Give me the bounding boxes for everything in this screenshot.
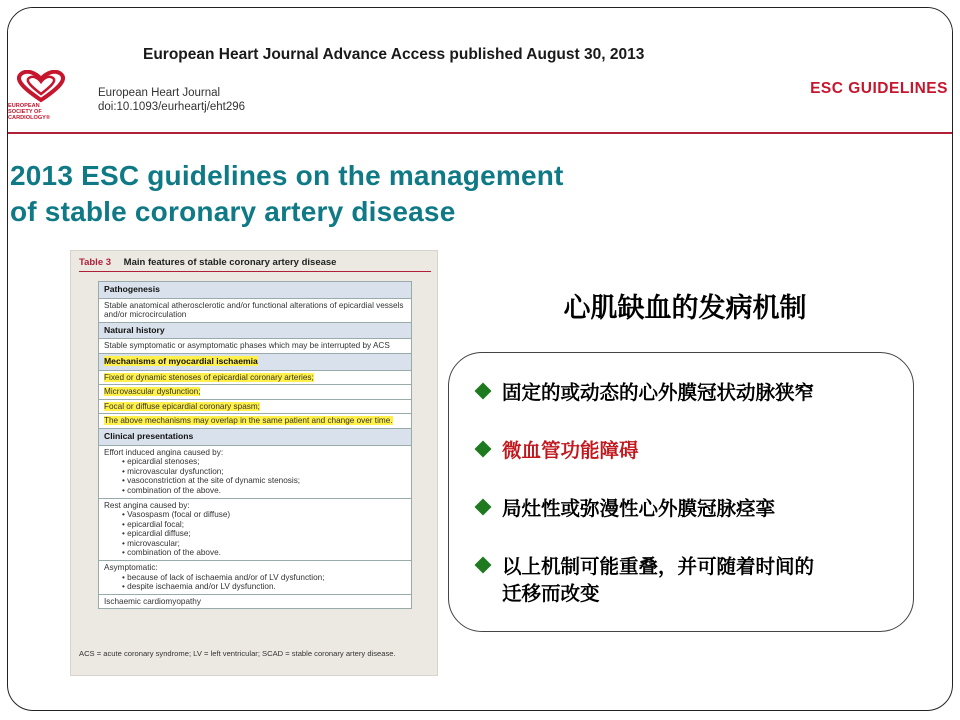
table-list-item: • Vasospasm (focal or diffuse): [122, 510, 231, 520]
bullet-text-2: 微血管功能障碍: [502, 439, 639, 462]
table-cell-text: The above mechanisms may overlap in the same patient and change over time.: [104, 416, 393, 426]
logo-line-2: SOCIETY OF: [8, 109, 42, 116]
table-section-header-text: Clinical presentations: [104, 430, 194, 441]
table-section-header-text: Mechanisms of myocardial ischaemia: [104, 355, 258, 366]
table-cell-text: Rest angina caused by:: [104, 500, 190, 510]
paper-title-line-1: 2013 ESC guidelines on the management: [10, 160, 564, 191]
table-row: [99, 339, 411, 354]
table-section-header: [99, 323, 411, 340]
logo-line-3: CARDIOLOGY®: [8, 115, 51, 122]
table-caption: [79, 257, 431, 272]
journal-name: European Heart Journal: [98, 87, 221, 99]
table-list-item: • because of lack of ischaemia and/or of LV dysfunction;: [122, 572, 325, 582]
table-list-item: • microvascular dysfunction;: [122, 466, 224, 476]
table-cell-text: Focal or diffuse epicardial coronary spasm;: [104, 401, 260, 411]
slide-heading: 心肌缺血的发病机制: [563, 293, 807, 324]
table-list-item: • vasoconstriction at the site of dynamic stenosis;: [122, 476, 301, 486]
diamond-bullet-icon: [475, 557, 492, 574]
table-list-item: • combination of the above.: [122, 548, 221, 558]
bullet-item-1: [477, 379, 814, 406]
table-cell-text: Stable symptomatic or asymptomatic phases which may be interrupted by ACS: [104, 341, 390, 351]
table-row-highlighted: [99, 414, 411, 429]
paper-title-line-2: of stable coronary artery disease: [10, 196, 456, 227]
table-section-header: [99, 282, 411, 299]
table-list-item: • combination of the above.: [122, 485, 221, 495]
diamond-bullet-icon: [475, 441, 492, 458]
section-label: ESC GUIDELINES: [810, 80, 948, 97]
diamond-bullet-icon: [475, 383, 492, 400]
esc-logo-text: [8, 103, 74, 122]
table-cell-text: Asymptomatic:: [104, 563, 158, 573]
table-section-header-text: Natural history: [104, 324, 165, 335]
table-row: [99, 561, 411, 595]
bullet-item-3: [477, 495, 775, 522]
table-row-highlighted: [99, 371, 411, 386]
table-list-item: • epicardial focal;: [122, 519, 185, 529]
table-number: Table 3: [79, 257, 112, 268]
table-list-item: • microvascular;: [122, 538, 180, 548]
table-cell-text: Ischaemic cardiomyopathy: [104, 596, 201, 606]
bullet-text-4: 以上机制可能重叠，并可随着时间的: [502, 555, 815, 578]
table-caption-text: Main features of stable coronary artery disease: [123, 257, 337, 268]
table-body: [98, 281, 412, 609]
bullet-text-4-cont: 迁移而改变: [502, 582, 600, 605]
table-cell-text: Microvascular dysfunction;: [104, 387, 201, 397]
bullet-text-3: 局灶性或弥漫性心外膜冠脉痉挛: [502, 497, 776, 520]
table-row: [99, 595, 411, 609]
table-row: [99, 299, 411, 323]
table-image: [70, 250, 438, 676]
bullet-text-1: 固定的或动态的心外膜冠状动脉狭窄: [502, 381, 815, 404]
journal-doi: doi:10.1093/eurheartj/eht296: [98, 101, 246, 113]
table-section-header: [99, 429, 411, 446]
table-list-item: • despite ischaemia and/or LV dysfunction.: [122, 582, 276, 592]
table-footnote: ACS = acute coronary syndrome; LV = left ventricular; SCAD = stable coronary artery disease.: [79, 649, 396, 658]
table-list-item: • epicardial stenoses;: [122, 457, 200, 467]
table-cell-text: Effort induced angina caused by:: [104, 447, 224, 457]
esc-heart-logo-icon: [8, 70, 74, 134]
table-row: [99, 499, 411, 562]
header-divider: [8, 132, 952, 134]
bullet-item-2: [477, 437, 639, 464]
diamond-bullet-icon: [475, 499, 492, 516]
table-cell-text: Stable anatomical atherosclerotic and/or functional alterations of epicardial vessels and/or microcirculation: [104, 300, 404, 320]
table-row: [99, 446, 411, 499]
table-section-header: [99, 354, 411, 371]
table-row-highlighted: [99, 400, 411, 415]
table-list-item: • epicardial diffuse;: [122, 529, 191, 539]
table-row-highlighted: [99, 385, 411, 400]
bullet-box: [448, 352, 914, 632]
logo-line-1: EUROPEAN: [8, 103, 40, 109]
table-section-header-text: Pathogenesis: [104, 284, 160, 294]
bullet-item-4: [477, 553, 814, 607]
table-cell-text: Fixed or dynamic stenoses of epicardial coronary arteries;: [104, 372, 314, 382]
advance-access-line: European Heart Journal Advance Access published August 30, 2013: [143, 46, 645, 63]
